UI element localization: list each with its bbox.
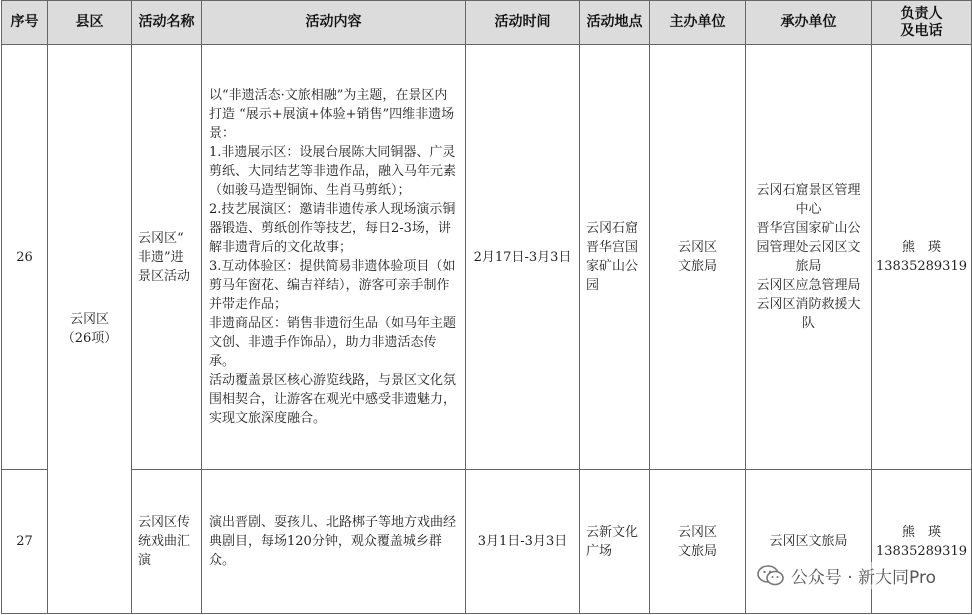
organizer-unit: 云冈石窟景区管理中心 晋华宫国家矿山公园管理处云冈区文旅局 云冈区应急管理局 云冈区消防救援大队 [746,45,872,470]
activity-venue: 云冈石窟 晋华宫国 家矿山公 园 [580,45,650,470]
activity-content: 演出晋剧、耍孩儿、北路梆子等地方戏曲经典剧目，每场120分钟，观众覆盖城乡群众。 [202,470,466,614]
table-header-row [2,1,972,45]
header-cell-content: 活动内容 [202,1,466,45]
watermark-text: 公众号 · 新大同Pro [790,568,936,588]
district-cell: 云冈区 （26项） [48,45,132,614]
table-row [2,470,972,614]
activity-venue: 云新文化 广场 [580,470,650,614]
header-cell-name: 活动名称 [132,1,202,45]
header-cell-contact: 负责人 及电话 [872,1,972,45]
contact-info: 熊 瑛 13835289319 [872,470,972,614]
activity-name: 云冈区“ 非遗”进 景区活动 [132,45,202,470]
activity-table [1,0,972,614]
organizer-unit: 云冈区文旅局 [746,470,872,614]
activity-time: 2月17日-3月3日 [466,45,580,470]
activity-content: 以“非遗活态·文旅相融”为主题，在景区内打造 “展示+展演+体验+销售”四维非遗场景： 1.非遗展示区：设展台展陈大同铜器、广灵剪纸、大同结艺等非遗作品，融入马年元素（如骏马造型铜饰、生肖马剪纸）； 2.技艺展演区：邀请非遗传承人现场演示铜器锻造、剪纸创作等技艺，每日2-3场，讲解非遗背后的文化故事； 3.互动体验区：提供简易非遗体验项目（如剪马年窗花、编吉祥结），游客可亲手制作并带走作品； 非遗商品区：销售非遗衍生品（如马年主题文创、非遗手作饰品），助力非遗活态传承。 活动覆盖景区核心游览线路，与景区文化氛围相契合，让游客在观光中感受非遗魅力，实现文旅深度融合。 [202,45,466,470]
row-number: 26 [2,45,48,470]
header-cell-organizer: 承办单位 [746,1,872,45]
header-cell-no: 序号 [2,1,48,45]
activity-time: 3月1日-3月3日 [466,470,580,614]
header-cell-host: 主办单位 [650,1,746,45]
watermark [753,562,940,589]
activity-name: 云冈区传 统戏曲汇 演 [132,470,202,614]
header-cell-district: 县区 [48,1,132,45]
host-unit: 云冈区 文旅局 [650,470,746,614]
contact-info: 熊 瑛 13835289319 [872,45,972,470]
host-unit: 云冈区 文旅局 [650,45,746,470]
table-row [2,45,972,470]
header-cell-time: 活动时间 [466,1,580,45]
row-number: 27 [2,470,48,614]
wechat-icon [757,565,785,587]
header-cell-venue: 活动地点 [580,1,650,45]
